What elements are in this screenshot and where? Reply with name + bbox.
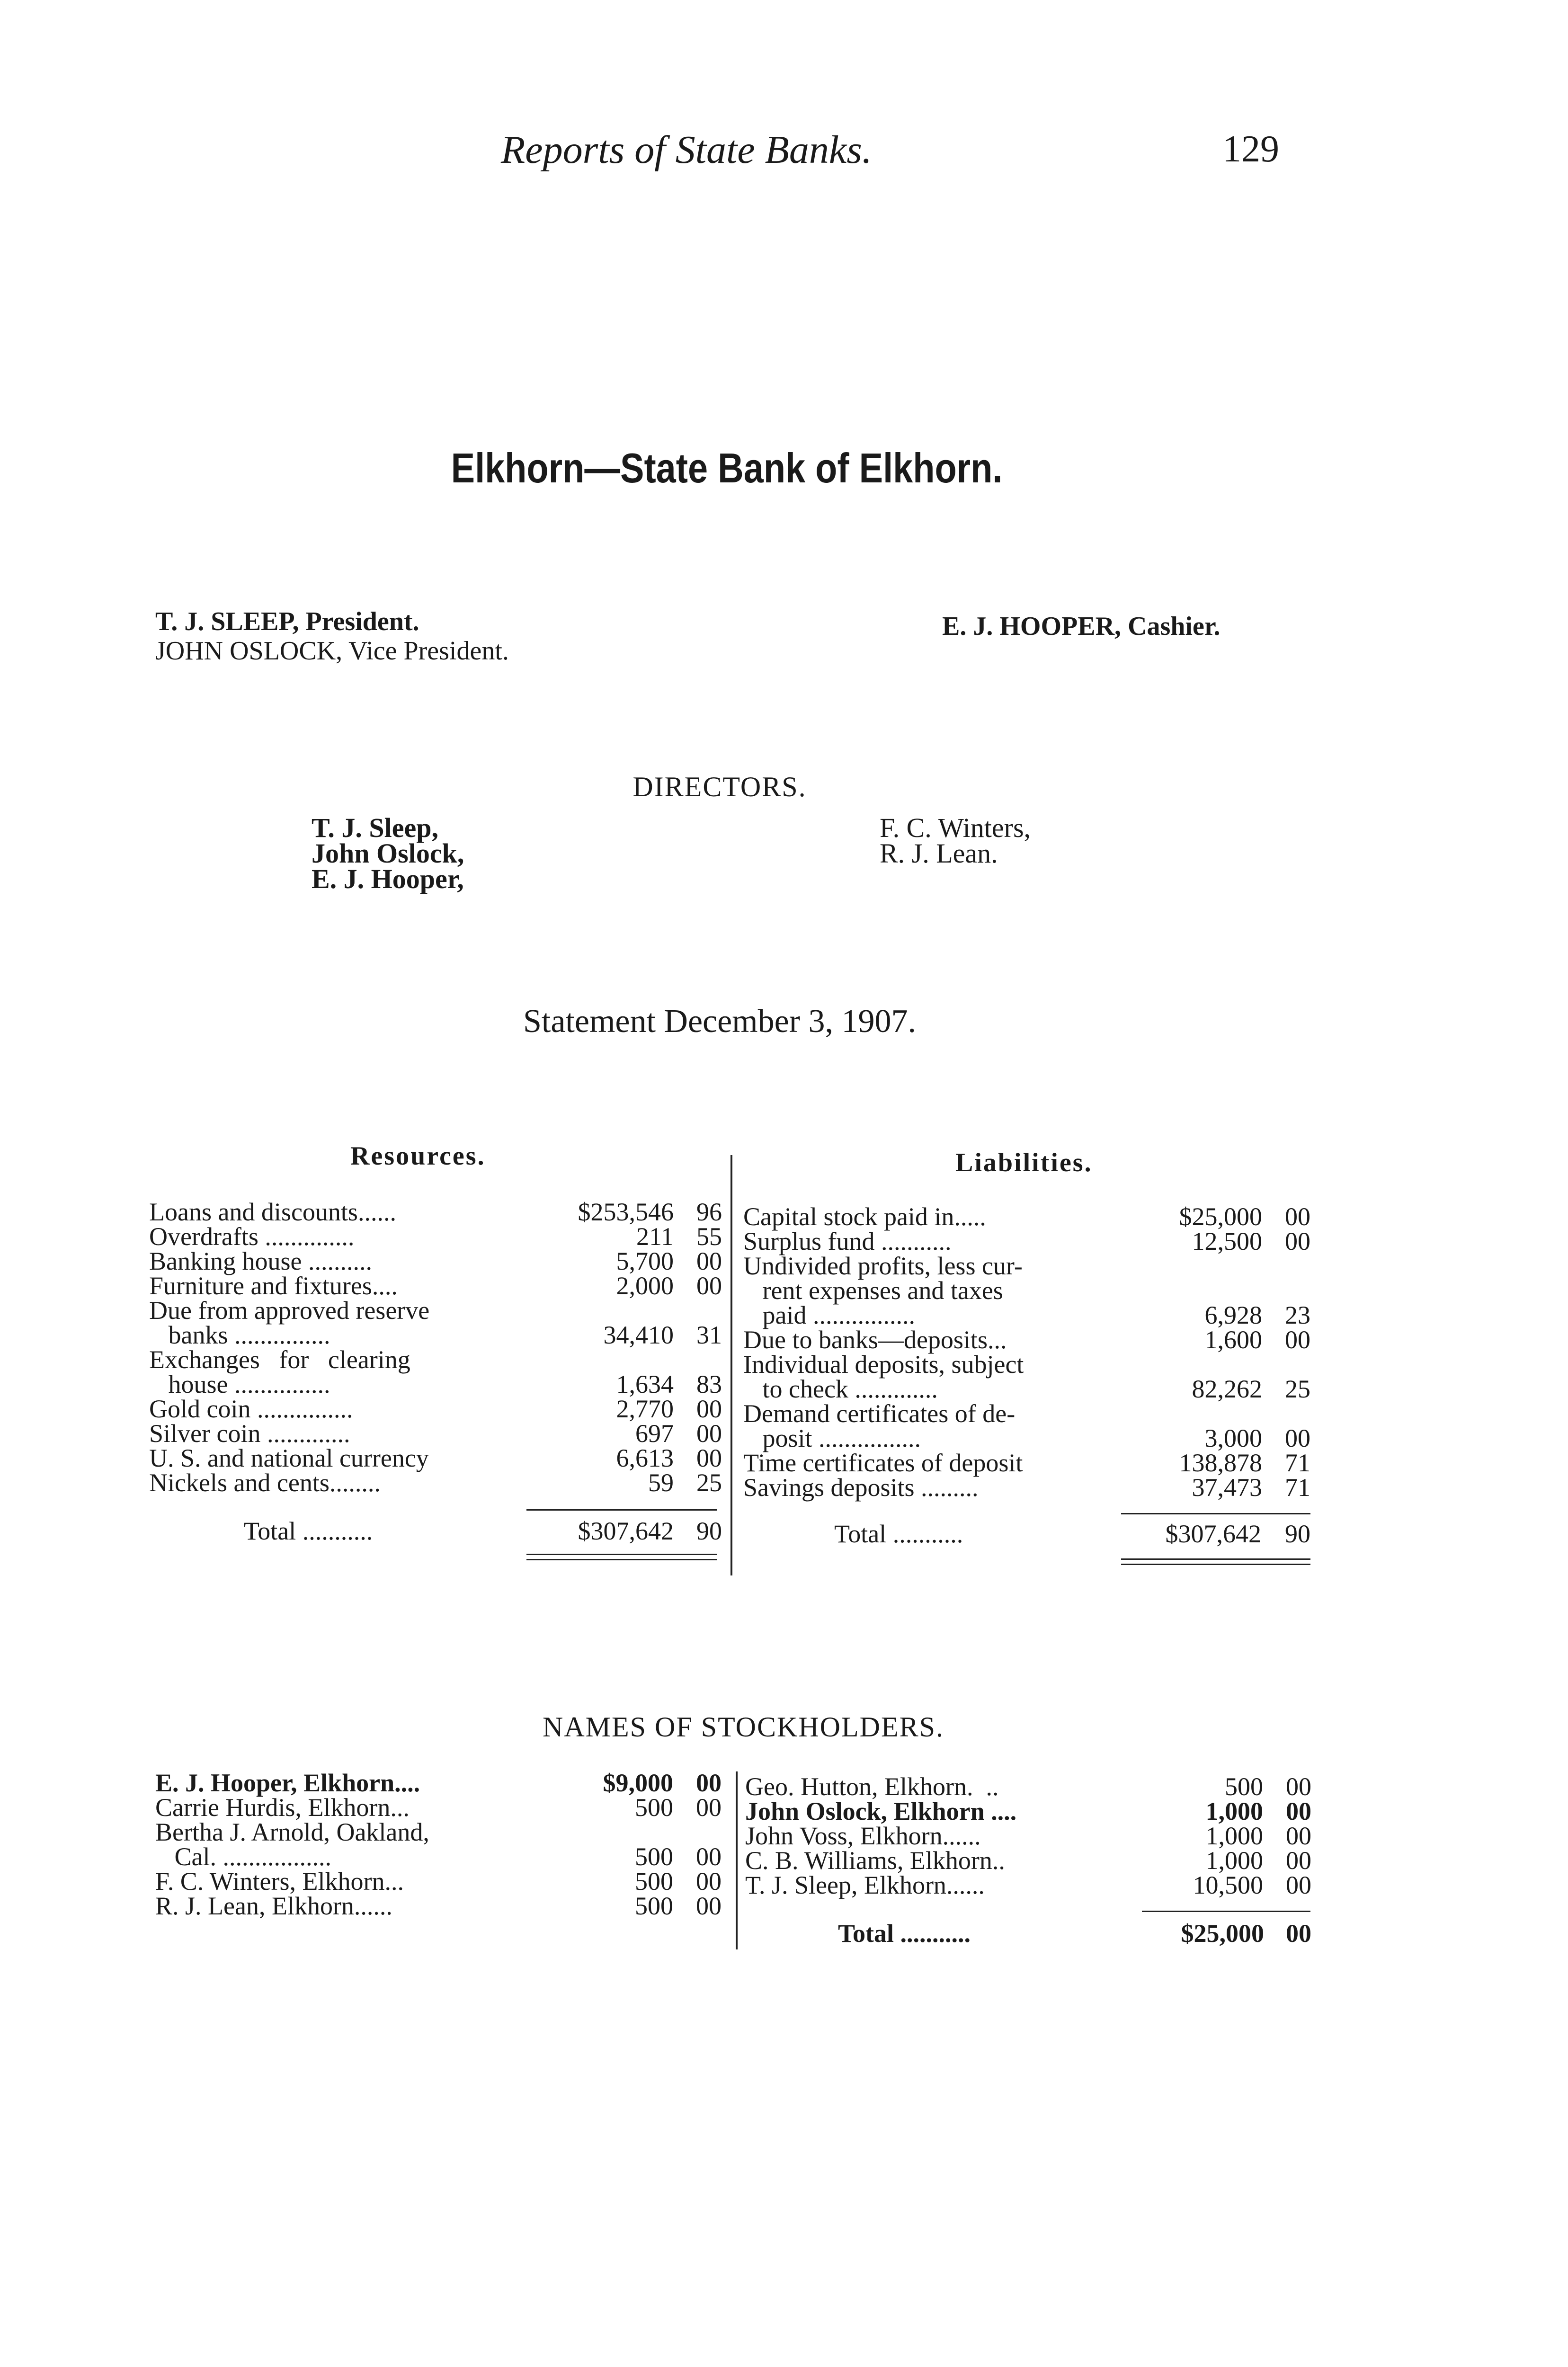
resources-cents: 96 [696, 1198, 722, 1226]
stockholder-right-dollars: 1,000 [1205, 1797, 1263, 1825]
stockholder-right-dollars: 1,000 [1205, 1846, 1263, 1875]
resources-dollars: 1,634 [616, 1370, 674, 1398]
resources-label: Silver coin ............. [149, 1419, 350, 1448]
resources-row [149, 1298, 722, 1323]
director-left-1: T. J. Sleep, [312, 812, 438, 843]
liabilities-total-row [743, 1522, 1310, 1550]
stockholder-left-label: F. C. Winters, Elkhorn... [155, 1867, 404, 1895]
stockholder-left-cents: 00 [696, 1769, 722, 1797]
resources-label: Banking house .......... [149, 1247, 372, 1275]
resources-dollars: 211 [636, 1222, 674, 1251]
officer-cashier: E. J. HOOPER, Cashier. [942, 612, 1221, 641]
resources-label: Overdrafts .............. [149, 1222, 355, 1251]
stockholder-left-cents: 00 [696, 1842, 722, 1871]
stockholder-right-cents: 00 [1286, 1822, 1311, 1850]
resources-dollars: 34,410 [603, 1321, 674, 1349]
stockholder-left-label: R. J. Lean, Elkhorn...... [155, 1892, 392, 1920]
liabilities-label: Individual deposits, subject [743, 1350, 1024, 1379]
stockholder-left-row [155, 1795, 722, 1820]
resources-dollars: 59 [648, 1468, 674, 1497]
liabilities-row [743, 1327, 1310, 1352]
resources-cents: 31 [696, 1321, 722, 1349]
statement-column-divider [731, 1155, 732, 1575]
stockholder-left-cents: 00 [696, 1867, 722, 1895]
stockholder-left-cents: 00 [696, 1793, 722, 1822]
liabilities-dollars: 12,500 [1192, 1227, 1262, 1255]
liabilities-label: Time certificates of deposit [743, 1449, 1023, 1477]
stockholder-left-label: Carrie Hurdis, Elkhorn... [155, 1793, 410, 1822]
resources-label: Nickels and cents........ [149, 1468, 381, 1497]
liabilities-cents: 00 [1285, 1424, 1310, 1452]
liabilities-row [743, 1475, 1310, 1500]
stockholder-right-label: John Voss, Elkhorn...... [745, 1822, 981, 1850]
resources-total-row [149, 1519, 722, 1547]
liabilities-heading: Liabilities. [955, 1148, 1093, 1177]
stockholder-right-cents: 00 [1286, 1871, 1311, 1899]
liabilities-row [743, 1352, 1310, 1377]
stockholders-right-table [745, 1774, 1311, 1916]
liabilities-dollars: 37,473 [1192, 1473, 1262, 1502]
resources-total-label: Total ........... [244, 1517, 373, 1545]
officer-president: T. J. SLEEP, President. [155, 607, 419, 636]
liabilities-total-rule [1121, 1513, 1310, 1514]
resources-row [149, 1224, 722, 1249]
director-right-1: F. C. Winters, [880, 812, 1031, 843]
resources-cents: 00 [696, 1419, 722, 1448]
stockholder-right-label: T. J. Sleep, Elkhorn...... [745, 1871, 985, 1899]
stockholder-left-cents: 00 [696, 1892, 722, 1920]
stockholder-left-row [155, 1771, 722, 1795]
resources-heading: Resources. [350, 1141, 486, 1171]
resources-cents: 00 [696, 1247, 722, 1275]
stockholders-heading: NAMES OF STOCKHOLDERS. [542, 1711, 944, 1743]
liabilities-label: Undivided profits, less cur- [743, 1252, 1023, 1280]
resources-row [149, 1273, 722, 1298]
liabilities-label: Demand certificates of de- [743, 1399, 1016, 1428]
resources-label: house ............... [149, 1370, 330, 1398]
resources-row [149, 1347, 722, 1372]
liabilities-label: Surplus fund ........... [743, 1227, 952, 1255]
resources-cents: 83 [696, 1370, 722, 1398]
resources-dollars: 2,770 [616, 1395, 674, 1423]
stockholder-right-row [745, 1848, 1311, 1873]
stockholders-column-divider [736, 1771, 738, 1949]
resources-cents: 00 [696, 1272, 722, 1300]
resources-dollars: $253,546 [578, 1198, 674, 1226]
liabilities-dollars: 138,878 [1179, 1449, 1262, 1477]
stockholder-left-label: Cal. ................. [155, 1842, 331, 1871]
resources-label: Gold coin ............... [149, 1395, 353, 1423]
resources-dollars: 2,000 [616, 1272, 674, 1300]
stockholder-left-dollars: 500 [635, 1892, 673, 1920]
resources-dollars: 697 [635, 1419, 674, 1448]
stockholder-right-label: John Oslock, Elkhorn .... [745, 1797, 1017, 1825]
stockholder-left-row [155, 1894, 722, 1918]
director-left-3: E. J. Hooper, [312, 863, 464, 894]
officer-vice-president: JOHN OSLOCK, Vice President. [155, 636, 509, 666]
liabilities-row [743, 1401, 1310, 1426]
stockholder-left-row [155, 1820, 722, 1844]
stockholder-right-cents: 00 [1286, 1772, 1311, 1801]
resources-cents: 55 [696, 1222, 722, 1251]
liabilities-row [743, 1278, 1310, 1303]
resources-label: banks ............... [149, 1321, 330, 1349]
stockholder-right-dollars: 500 [1225, 1772, 1263, 1801]
liabilities-cents: 71 [1285, 1449, 1310, 1477]
director-right-2: R. J. Lean. [880, 838, 998, 869]
resources-cents: 00 [696, 1395, 722, 1423]
stockholders-total-rule [1142, 1911, 1310, 1912]
liabilities-cents: 00 [1285, 1227, 1310, 1255]
liabilities-table [743, 1204, 1310, 1512]
stockholders-total-label: Total ........... [838, 1919, 971, 1948]
resources-cents: 25 [696, 1468, 722, 1497]
resources-row [149, 1323, 722, 1347]
liabilities-dollars: 6,928 [1204, 1301, 1262, 1329]
stockholder-left-dollars: $9,000 [603, 1769, 673, 1797]
liabilities-cents: 23 [1285, 1301, 1310, 1329]
bank-title: Elkhorn—State Bank of Elkhorn. [451, 445, 1003, 491]
stockholder-left-label: E. J. Hooper, Elkhorn.... [155, 1769, 420, 1797]
resources-table [149, 1200, 722, 1507]
resources-row [149, 1200, 722, 1224]
liabilities-cents: 71 [1285, 1473, 1310, 1502]
resources-row [149, 1446, 722, 1470]
resources-double-rule [526, 1554, 717, 1560]
resources-row [149, 1421, 722, 1446]
stockholder-left-label: Bertha J. Arnold, Oakland, [155, 1818, 429, 1846]
stockholder-right-label: Geo. Hutton, Elkhorn. .. [745, 1772, 999, 1801]
resources-row [149, 1372, 722, 1397]
liabilities-dollars: 1,600 [1204, 1326, 1262, 1354]
liabilities-row [743, 1426, 1310, 1450]
liabilities-row [743, 1254, 1310, 1278]
liabilities-label: paid ................ [743, 1301, 915, 1329]
stockholders-total-cents: 00 [1286, 1919, 1311, 1948]
stockholders-total-dollars: $25,000 [1181, 1919, 1264, 1948]
resources-dollars: 5,700 [616, 1247, 674, 1275]
liabilities-total-dollars: $307,642 [1165, 1520, 1261, 1548]
liabilities-total-cents: 90 [1285, 1520, 1310, 1548]
stockholder-right-dollars: 1,000 [1205, 1822, 1263, 1850]
resources-row [149, 1397, 722, 1421]
stockholder-right-row [745, 1799, 1311, 1824]
liabilities-label: rent expenses and taxes [743, 1276, 1003, 1305]
resources-label: Exchanges for clearing [149, 1345, 410, 1374]
liabilities-row [743, 1450, 1310, 1475]
liabilities-total-label: Total ........... [834, 1520, 963, 1548]
statement-title: Statement December 3, 1907. [523, 1003, 917, 1040]
liabilities-row [743, 1204, 1310, 1229]
stockholder-right-cents: 00 [1286, 1846, 1311, 1875]
liabilities-cents: 25 [1285, 1375, 1310, 1403]
resources-total-rule [526, 1509, 717, 1511]
page-number: 129 [1222, 128, 1279, 170]
stockholder-right-row [745, 1774, 1311, 1799]
stockholders-total-row [745, 1921, 1311, 1949]
liabilities-cents: 00 [1285, 1202, 1310, 1231]
stockholder-right-label: C. B. Williams, Elkhorn.. [745, 1846, 1005, 1875]
resources-cents: 00 [696, 1444, 722, 1472]
liabilities-row [743, 1229, 1310, 1254]
resources-total-cents: 90 [696, 1517, 722, 1545]
running-header-title: Reports of State Banks. [501, 128, 872, 172]
resources-dollars: 6,613 [616, 1444, 674, 1472]
liabilities-dollars: 82,262 [1192, 1375, 1262, 1403]
stockholder-left-row [155, 1869, 722, 1894]
resources-row [149, 1470, 722, 1495]
director-left-2: John Oslock, [312, 838, 464, 869]
liabilities-label: posit ................ [743, 1424, 921, 1452]
stockholder-right-row [745, 1873, 1311, 1897]
resources-label: Due from approved reserve [149, 1296, 430, 1325]
stockholder-right-row [745, 1824, 1311, 1848]
liabilities-row [743, 1303, 1310, 1327]
resources-label: Furniture and fixtures.... [149, 1272, 398, 1300]
stockholder-left-row [155, 1844, 722, 1869]
stockholder-left-dollars: 500 [635, 1842, 673, 1871]
directors-heading: DIRECTORS. [633, 771, 807, 802]
stockholder-left-dollars: 500 [635, 1867, 673, 1895]
resources-row [149, 1249, 722, 1273]
stockholder-right-cents: 00 [1286, 1797, 1311, 1825]
liabilities-label: Due to banks—deposits... [743, 1326, 1007, 1354]
stockholders-left-table [155, 1771, 722, 1931]
liabilities-label: to check ............. [743, 1375, 938, 1403]
resources-label: Loans and discounts...... [149, 1198, 396, 1226]
liabilities-label: Savings deposits ......... [743, 1473, 979, 1502]
stockholder-left-dollars: 500 [635, 1793, 673, 1822]
liabilities-double-rule [1121, 1558, 1310, 1565]
liabilities-cents: 00 [1285, 1326, 1310, 1354]
liabilities-label: Capital stock paid in..... [743, 1202, 986, 1231]
liabilities-row [743, 1377, 1310, 1401]
resources-label: U. S. and national currency [149, 1444, 429, 1472]
resources-total-dollars: $307,642 [578, 1517, 674, 1545]
stockholder-right-dollars: 10,500 [1193, 1871, 1263, 1899]
liabilities-dollars: $25,000 [1179, 1202, 1262, 1231]
liabilities-dollars: 3,000 [1204, 1424, 1262, 1452]
